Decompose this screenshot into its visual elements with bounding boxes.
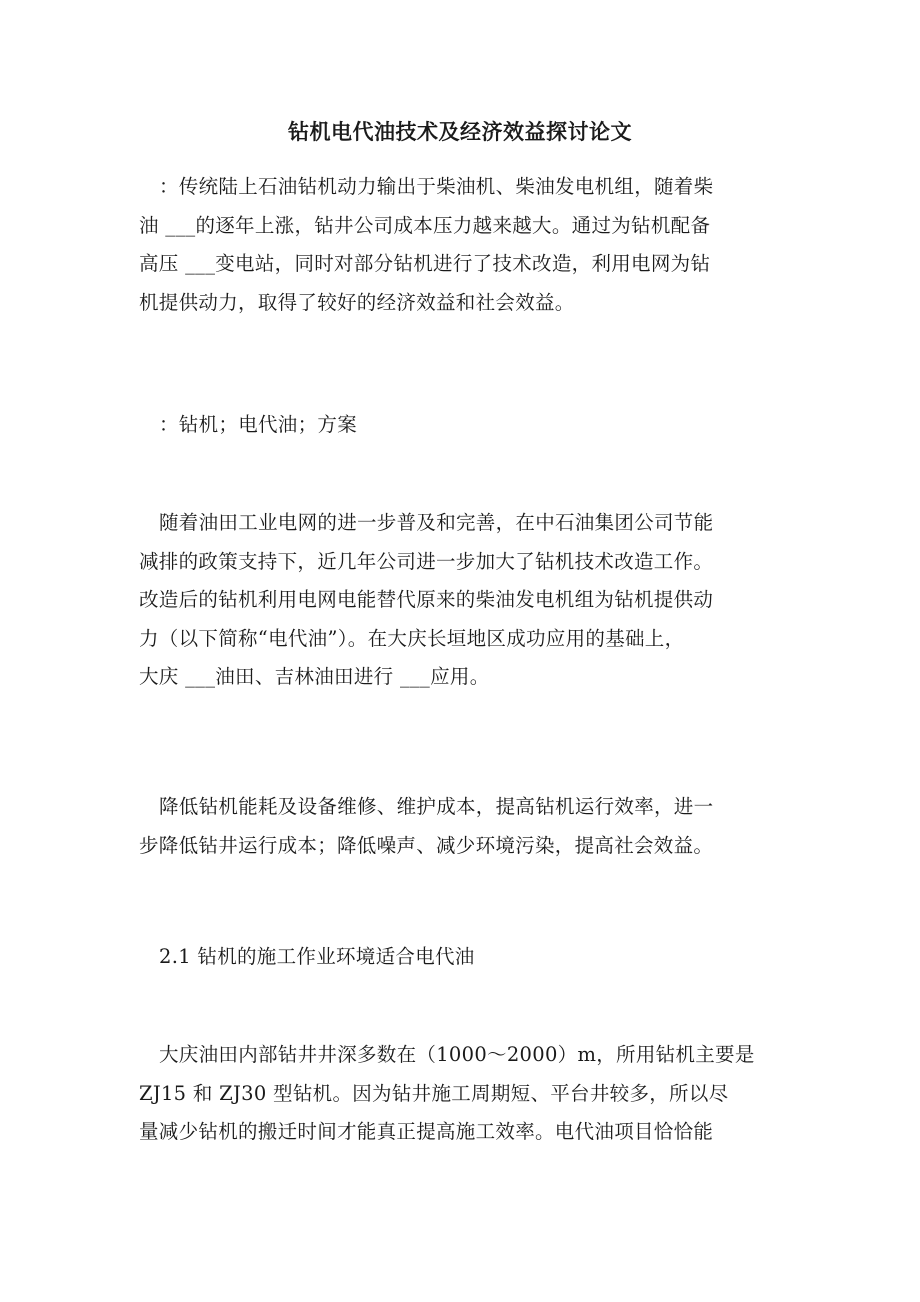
intro-line: 力（以下简称“电代油”）。在大庆长垣地区成功应用的基础上， xyxy=(139,626,685,650)
abstract-line: 机提供动力，取得了较好的经济效益和社会效益。 xyxy=(139,290,575,314)
intro-line: 随着油田工业电网的进一步普及和完善，在中石油集团公司节能 xyxy=(159,511,714,534)
abstract-paragraph xyxy=(139,168,789,322)
section-body-paragraph xyxy=(139,1036,789,1152)
section-heading xyxy=(139,938,789,977)
goal-paragraph xyxy=(139,788,789,865)
intro-paragraph xyxy=(139,504,789,697)
section-body-line: ZJ15 和 ZJ30 型钻机。因为钻井施工周期短、平台井较多，所以尽 xyxy=(139,1081,729,1105)
intro-line: 减排的政策支持下，近几年公司进一步加大了钻机技术改造工作。 xyxy=(139,549,714,573)
abstract-line: 高压 ___变电站，同时对部分钻机进行了技术改造，利用电网为钻 xyxy=(139,252,711,275)
document-title: 钻机电代油技术及经济效益探讨论文 xyxy=(288,119,632,144)
intro-line: 改造后的钻机利用电网电能替代原来的柴油发电机组为钻机提供动 xyxy=(139,588,714,611)
abstract-line: ：传统陆上石油钻机动力输出于柴油机、柴油发电机组，随着柴 xyxy=(159,175,714,198)
section-body-line: 量减少钻机的搬迁时间才能真正提高施工效率。电代油项目恰恰能 xyxy=(139,1120,714,1143)
goal-line: 降低钻机能耗及设备维修、维护成本，提高钻机运行效率，进一 xyxy=(159,795,714,818)
keywords-paragraph xyxy=(139,406,789,445)
section-heading-line: 2.1 钻机的施工作业环境适合电代油 xyxy=(159,945,475,968)
intro-line: 大庆 ___油田、吉林油田进行 ___应用。 xyxy=(139,665,490,688)
keywords-line: ：钻机；电代油；方案 xyxy=(159,413,358,436)
section-body-line: 大庆油田内部钻井井深多数在（1000～2000）m，所用钻机主要是 xyxy=(159,1043,755,1066)
abstract-line: 油 ___的逐年上涨，钻井公司成本压力越来越大。通过为钻机配备 xyxy=(139,213,711,237)
goal-line: 步降低钻井运行成本；降低噪声、减少环境污染，提高社会效益。 xyxy=(139,833,714,857)
